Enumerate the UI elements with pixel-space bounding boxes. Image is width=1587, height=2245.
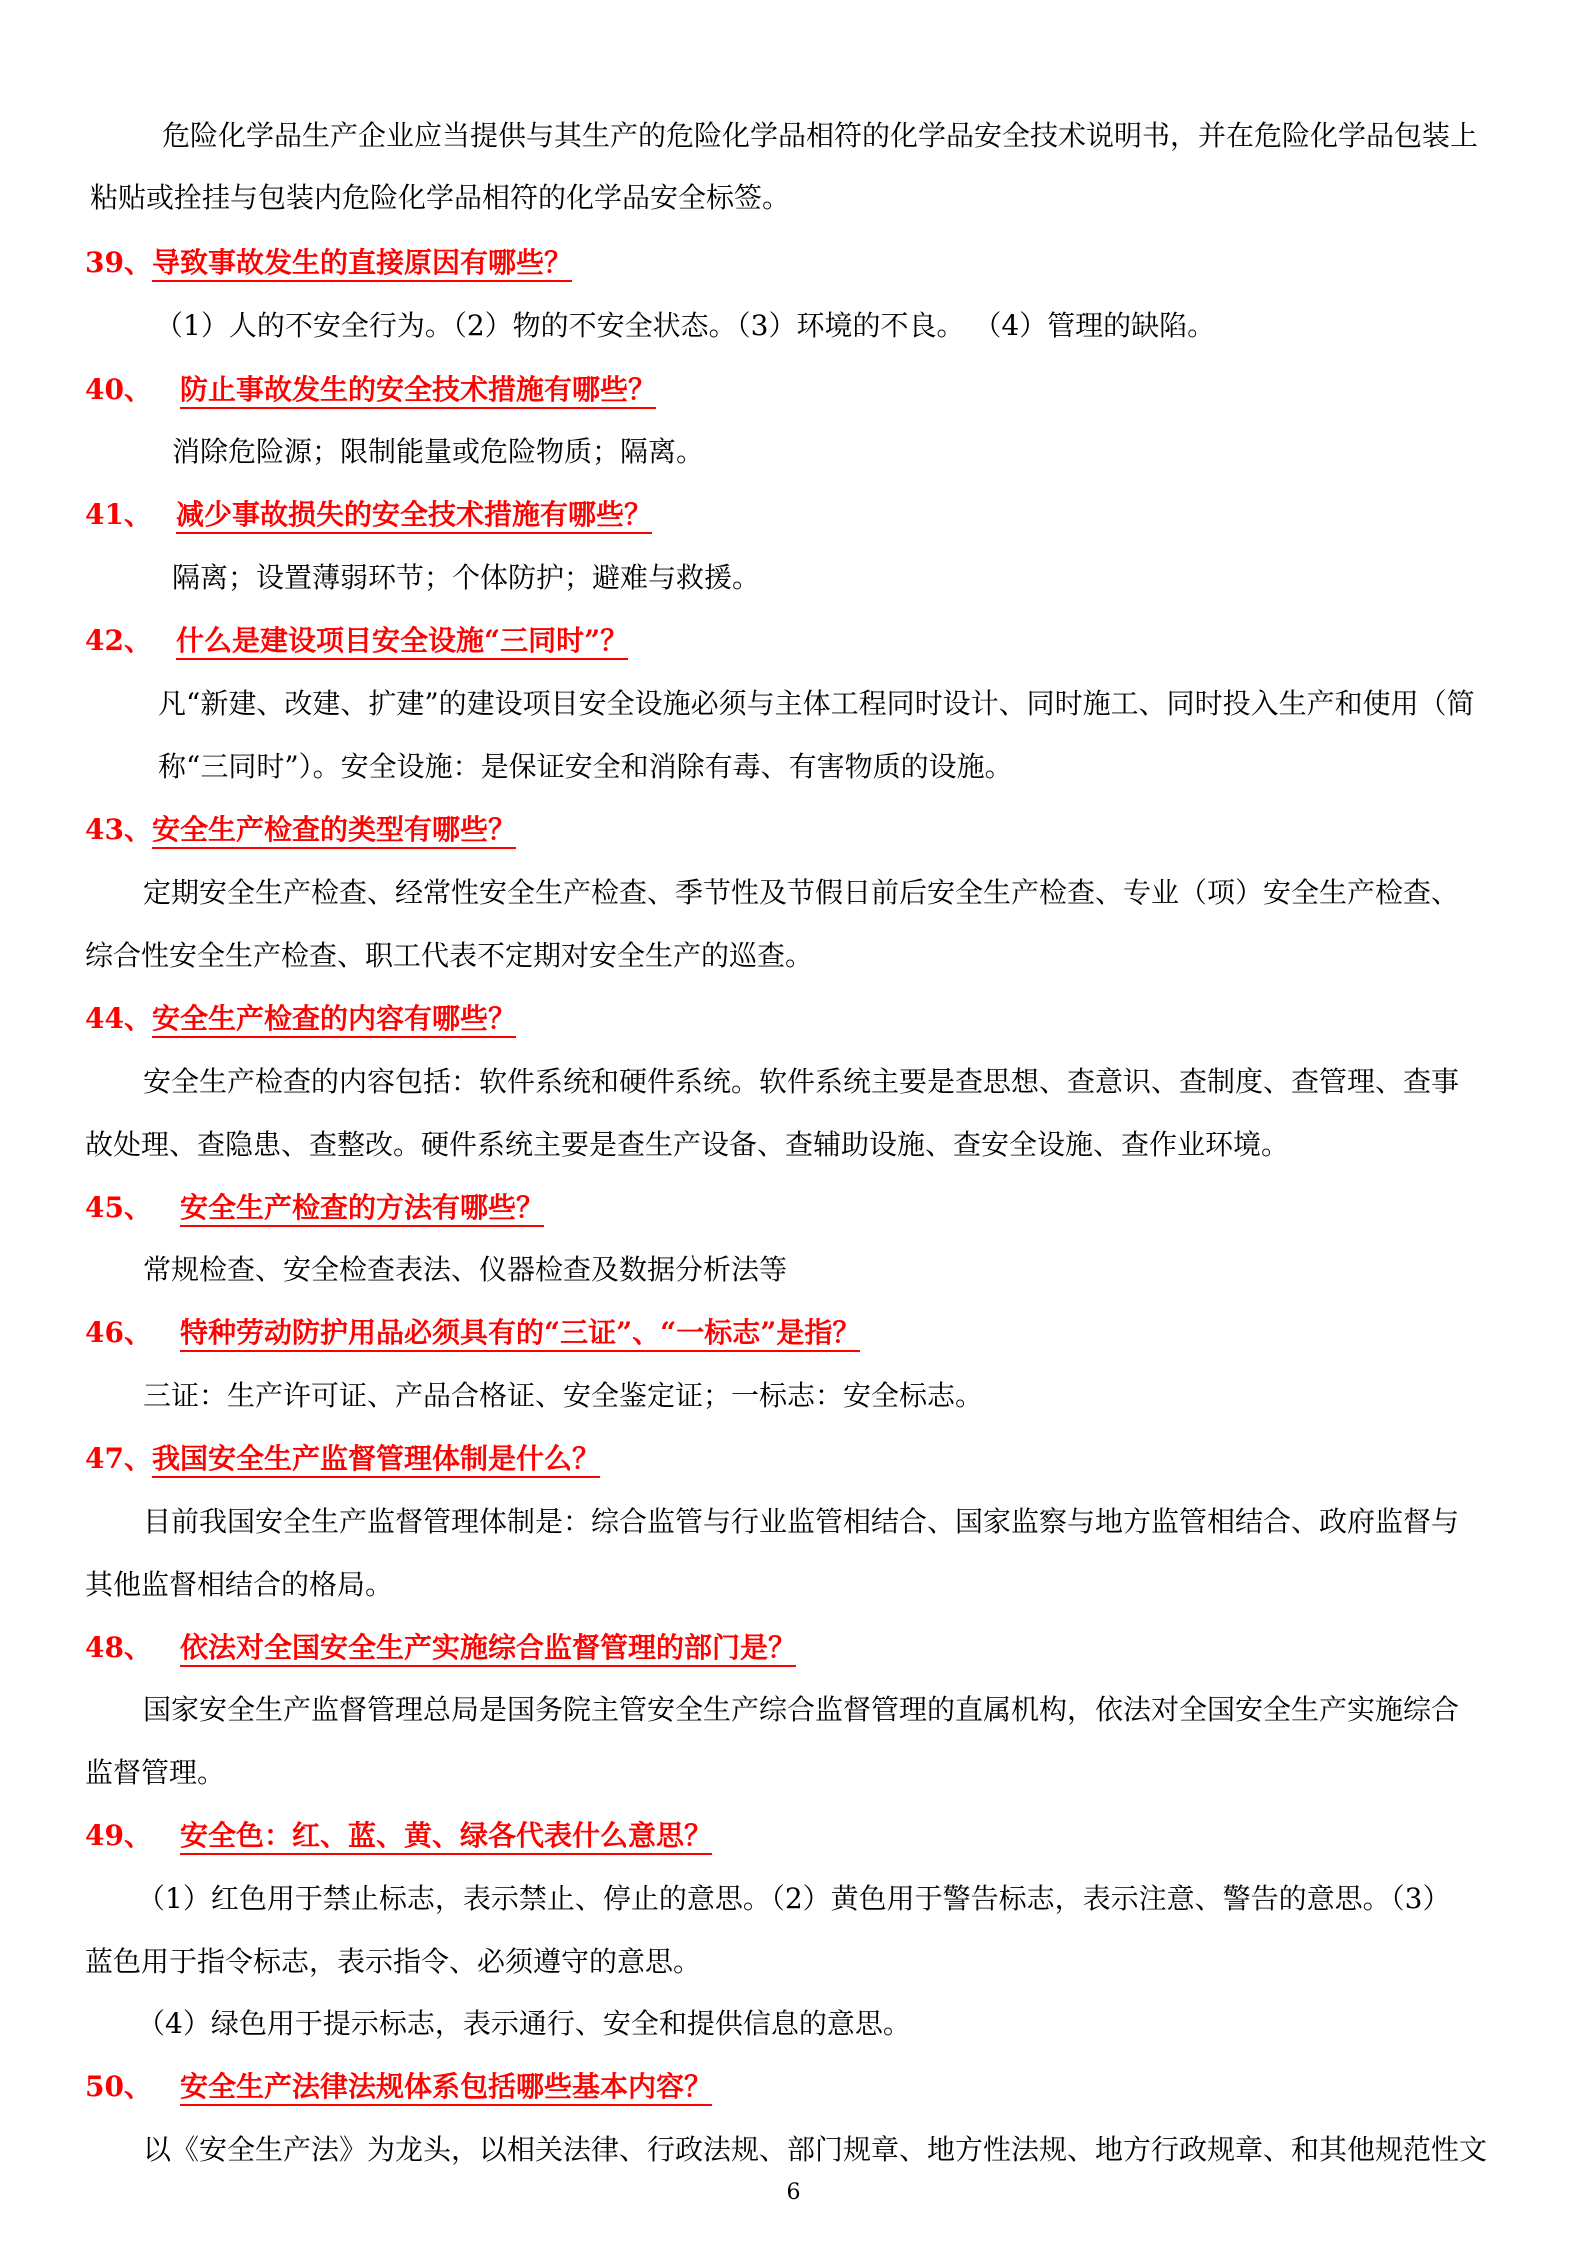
question-title: 减少事故损失的安全技术措施有哪些？ (176, 498, 652, 534)
question-48-heading (0, 1628, 1587, 1668)
question-title: 安全色：红、蓝、黄、绿各代表什么意思？ (180, 1819, 712, 1855)
question-47-heading (0, 1439, 1587, 1479)
answer-43-line-1: 定期安全生产检查、经常性安全生产检查、季节性及节假日前后安全生产检查、专业（项）安全生产检查、 (143, 876, 1460, 909)
question-40-heading (0, 370, 1587, 410)
question-title: 什么是建设项目安全设施“三同时”？ (176, 624, 628, 660)
question-45-heading (0, 1188, 1587, 1228)
question-title: 我国安全生产监督管理体制是什么？ (152, 1442, 600, 1478)
question-title: 安全生产检查的类型有哪些？ (152, 813, 516, 849)
question-number: 49、 (85, 1819, 152, 1852)
answer-49-line-2: 蓝色用于指令标志，表示指令、必须遵守的意思。 (85, 1945, 702, 1978)
answer-50-line-1: 以《安全生产法》为龙头，以相关法律、行政法规、部门规章、地方性法规、地方行政规章、和其他规范性文 (143, 2133, 1488, 2166)
question-50-heading (0, 2067, 1587, 2107)
question-title: 导致事故发生的直接原因有哪些？ (152, 246, 572, 282)
answer-49-line-1: （1）红色用于禁止标志，表示禁止、停止的意思。（2）黄色用于警告标志，表示注意、警告的意思。（3） (137, 1882, 1451, 1915)
question-number: 41、 (85, 498, 152, 531)
question-39-heading (0, 243, 1587, 283)
question-46-heading (0, 1313, 1587, 1353)
question-title: 特种劳动防护用品必须具有的“三证”、“一标志”是指？ (180, 1316, 860, 1352)
intro-line-2: 粘贴或拴挂与包装内危险化学品相符的化学品安全标签。 (90, 181, 791, 214)
answer-42-line-1: 凡“新建、改建、扩建”的建设项目安全设施必须与主体工程同时设计、同时施工、同时投入生产和使用（简 (158, 687, 1475, 720)
answer-47-line-2: 其他监督相结合的格局。 (85, 1568, 394, 1601)
answer-45-line-1: 常规检查、安全检查表法、仪器检查及数据分析法等 (143, 1253, 788, 1286)
answer-41-line-1: 隔离；设置薄弱环节；个体防护；避难与救援。 (172, 561, 761, 594)
question-number: 47、 (85, 1442, 152, 1475)
question-number: 45、 (85, 1191, 152, 1224)
answer-42-line-2: 称“三同时”）。安全设施：是保证安全和消除有毒、有害物质的设施。 (158, 750, 1013, 783)
question-44-heading (0, 999, 1587, 1039)
question-number: 42、 (85, 624, 152, 657)
question-49-heading (0, 1816, 1587, 1856)
answer-47-line-1: 目前我国安全生产监督管理体制是：综合监管与行业监管相结合、国家监察与地方监管相结合、政府监督与 (143, 1505, 1460, 1538)
answer-39-line-1: （1）人的不安全行为。（2）物的不安全状态。（3）环境的不良。 （4）管理的缺陷。 (155, 309, 1216, 342)
question-title: 安全生产检查的方法有哪些？ (180, 1191, 544, 1227)
question-number: 40、 (85, 373, 152, 406)
question-title: 安全生产检查的内容有哪些？ (152, 1002, 516, 1038)
answer-49-line-3: （4）绿色用于提示标志，表示通行、安全和提供信息的意思。 (137, 2007, 911, 2040)
answer-48-line-1: 国家安全生产监督管理总局是国务院主管安全生产综合监督管理的直属机构，依法对全国安全生产实施综合 (143, 1693, 1460, 1726)
question-number: 50、 (85, 2070, 152, 2103)
question-title: 安全生产法律法规体系包括哪些基本内容？ (180, 2070, 712, 2106)
question-43-heading (0, 810, 1587, 850)
answer-43-line-2: 综合性安全生产检查、职工代表不定期对安全生产的巡查。 (85, 939, 814, 972)
question-number: 46、 (85, 1316, 152, 1349)
question-number: 43、 (85, 813, 152, 846)
answer-46-line-1: 三证：生产许可证、产品合格证、安全鉴定证；一标志：安全标志。 (143, 1379, 984, 1412)
answer-44-line-1: 安全生产检查的内容包括：软件系统和硬件系统。软件系统主要是查思想、查意识、查制度、查管理、查事 (143, 1065, 1460, 1098)
answer-44-line-2: 故处理、查隐患、查整改。硬件系统主要是查生产设备、查辅助设施、查安全设施、查作业环境。 (85, 1128, 1290, 1161)
page-number: 6 (786, 2180, 801, 2205)
answer-40-line-1: 消除危险源；限制能量或危险物质；隔离。 (172, 435, 705, 468)
question-title: 防止事故发生的安全技术措施有哪些？ (180, 373, 656, 409)
question-number: 48、 (85, 1631, 152, 1664)
question-title: 依法对全国安全生产实施综合监督管理的部门是？ (180, 1631, 796, 1667)
answer-48-line-2: 监督管理。 (85, 1756, 226, 1789)
question-number: 44、 (85, 1002, 152, 1035)
question-42-heading (0, 621, 1587, 661)
question-41-heading (0, 495, 1587, 535)
intro-line-1: 危险化学品生产企业应当提供与其生产的危险化学品相符的化学品安全技术说明书，并在危险化学品包装上 (162, 119, 1479, 152)
question-number: 39、 (85, 246, 152, 279)
